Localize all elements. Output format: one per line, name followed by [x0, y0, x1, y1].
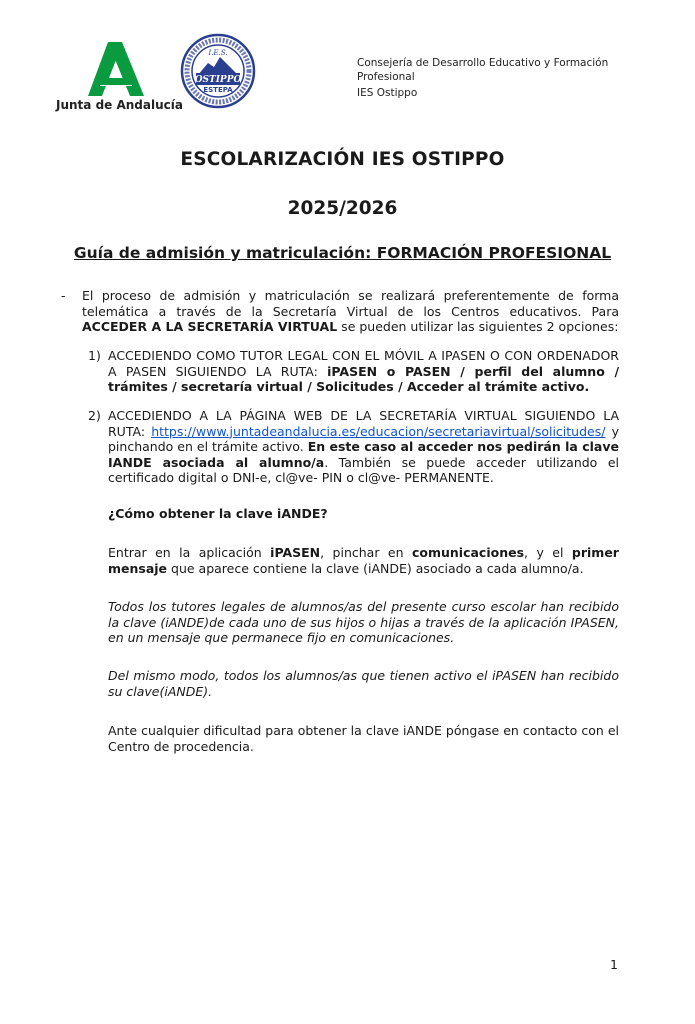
ipasen-text-e: , y el [524, 545, 572, 560]
intro-text-end: se pueden utilizar las siguientes 2 opciones: [337, 319, 619, 334]
svg-text:ESTEPA: ESTEPA [203, 86, 233, 94]
page-number: 1 [610, 957, 618, 972]
intro-bold: ACCEDER A LA SECRETARÍA VIRTUAL [82, 319, 338, 334]
department-name: Consejería de Desarrollo Educativo y Formación Profesional [357, 57, 609, 83]
ipasen-paragraph [108, 545, 619, 576]
option2-paragraph [108, 408, 619, 486]
header-department [357, 56, 627, 100]
secretaria-virtual-link[interactable]: https://www.juntadeandalucia.es/educacion/secretariavirtual/solicitudes/ [151, 423, 606, 439]
bullet-dash: - [61, 288, 66, 303]
ipasen-text-d: comunicaciones [411, 545, 525, 560]
junta-logo-text: Junta de Andalucía [56, 98, 183, 112]
ipasen-text-a: Entrar en la aplicación [108, 545, 271, 560]
students-italic-paragraph: Del mismo modo, todos los alumnos/as que tienen activo el iPASEN han recibido su clave(iANDE). [108, 668, 619, 699]
option2-number: 2) [88, 408, 101, 423]
junta-a-icon [86, 42, 146, 96]
option2-text-b: y pinchando en el trámite activo. [108, 423, 620, 454]
svg-text:I.E.S.: I.E.S. [208, 49, 228, 57]
junta-logo [56, 42, 183, 116]
option2-bold: En este caso al acceder nos pedirán la clave IANDE asociada al alumno/a [108, 439, 619, 470]
option1-paragraph [108, 348, 619, 395]
intro-paragraph [82, 288, 619, 335]
option1-text: ACCEDIENDO COMO TUTOR LEGAL CON EL MÓVIL A IPASEN O CON ORDENADOR A PASEN SIGUIENDO LA RUTA: [108, 348, 619, 379]
option1-number: 1) [88, 348, 101, 363]
ipasen-text-b: iPASEN [270, 545, 321, 560]
contact-paragraph: Ante cualquier dificultad para obtener la clave iANDE póngase en contacto con el Centro de procedencia. [108, 723, 619, 754]
option1-route: iPASEN o PASEN / perfil del alumno / trámites / secretaría virtual / Solicitudes / Acceder al trámite activo. [108, 363, 620, 394]
ipasen-text-f: primer mensaje [108, 545, 619, 576]
option2-text-d: . También se puede acceder utilizando el certificado digital o DNI-e, cl@ve- PIN o cl@ve- PERMANENTE. [108, 454, 619, 485]
page-title: ESCOLARIZACIÓN IES OSTIPPO [180, 149, 505, 170]
tutors-italic-paragraph: Todos los tutores legales de alumnos/as del presente curso escolar han recibido la clave (iANDE)de cada uno de sus hijos o hijas a través de la aplicación IPASEN, en un mensaje que permanece fijo en comunicaciones. [108, 599, 619, 645]
ipasen-text-g: que aparece contiene la clave (iANDE) asociado a cada alumno/a. [167, 560, 584, 576]
ies-seal [180, 33, 256, 109]
svg-text:OSTIPPO: OSTIPPO [194, 75, 242, 85]
guide-subtitle: Guía de admisión y matriculación: FORMACIÓN PROFESIONAL [73, 244, 612, 262]
iande-question-heading: ¿Cómo obtener la clave iANDE? [108, 506, 328, 521]
ipasen-text-c: , pinchar en [320, 545, 412, 560]
school-year: 2025/2026 [287, 198, 398, 219]
option2-text: ACCEDIENDO A LA PÁGINA WEB DE LA SECRETARÍA VIRTUAL SIGUIENDO LA RUTA: [108, 408, 619, 439]
ies-seal-icon [180, 33, 256, 109]
school-name: IES Ostippo [357, 87, 418, 99]
intro-text: El proceso de admisión y matriculación se realizará preferentemente de forma telemática a través de la Secretaría Virtual de los Centros educativos. Para [82, 288, 619, 319]
